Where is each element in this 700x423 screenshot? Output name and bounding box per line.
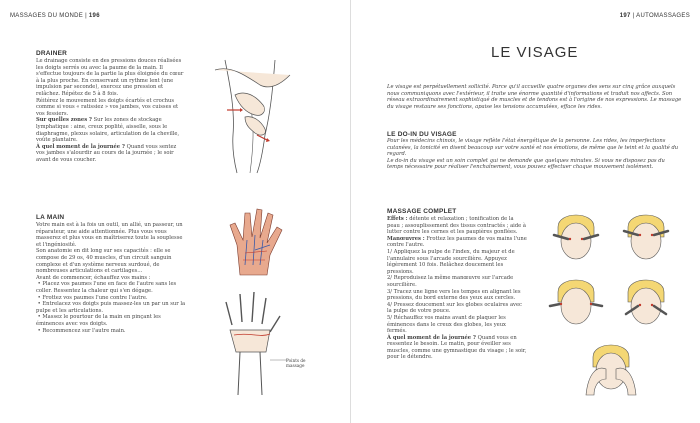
drainer-moment: À quel moment de la journée ? Quand vous sentez vos jambes s'alourdir au cours de la journée ; le soir avant de vous coucher. [36, 143, 177, 163]
complet-effets: Effets : détente et relaxation ; tonification de la peau ; assouplissement des tissus contractés ; aide à lutter contre les cernes et les paupières gonflées. [387, 216, 526, 236]
complet-manoeuvres: Manœuvres : Frottez les paumes de vos mains l'une contre l'autre. [387, 235, 527, 249]
header-section-right: AUTOMASSAGES [636, 13, 690, 19]
main-step: • Entrelacez vos doigts puis massez-les un par un sur la pulpe et les articulations. [36, 301, 186, 314]
complet-step-5: 5/ Réchauffez vos mains avant de plaquer les éminences dans le creux des globes, les yeux fermés. [387, 314, 506, 335]
massage-points-label: Points de massage [286, 358, 306, 368]
doin-paragraph-2: Le do-in du visage est un soin complet qui ne demande que quelques minutes. Si vous ne disposez pas du temps nécessaire pour réaliser l'enchaînement, vous pouvez effectuer chaque mouvement isolément. [387, 157, 665, 171]
main-paragraph-1: Votre main est à la fois un outil, un allié, un passeur, un réparateur, une aide attentionnée. Plus vous vous masserez et plus vous en maîtriserez toute la souplesse et l'ingéniosité. [36, 222, 183, 248]
main-step: • Frottez vos paumes l'une contre l'autre. [37, 294, 148, 301]
main-step: • Massez le pourtour de la main en pinçant les éminences avec vos doigts. [36, 314, 161, 327]
main-paragraph-3: Avant de commencer, échauffez vos mains : [36, 274, 151, 281]
complet-step-1: 1/ Appliquez la pulpe de l'index, du majeur et de l'annulaire sous l'arcade sourcilière. Appuyez légèrement 10 fois. Relâchez doucement les pressions. [387, 248, 515, 275]
header-section-left: MASSAGES DU MONDE [10, 13, 84, 19]
face-step-1-illustration [546, 205, 606, 263]
doin-body [387, 138, 682, 171]
face-step-3-illustration [546, 270, 606, 328]
main-body [36, 222, 186, 334]
complet-title: MASSAGE COMPLET [387, 208, 457, 215]
doin-paragraph-1: Pour les médecins chinois, le visage reflète l'état énergétique de la personne. Les rides, les imperfections cutanées, la tonicité en disent beaucoup sur votre santé et nos émotions, de même que le teint et la qualité du regard. [387, 138, 679, 158]
complet-step-3: 3/ Tracez une ligne vers les tempes en alignant les pressions, du bord externe des yeux aux cercles. [387, 288, 521, 302]
right-page [350, 0, 700, 423]
face-step-5-illustration [576, 335, 646, 397]
complet-body [387, 216, 527, 361]
left-page-header: MASSAGES DU MONDE | 196 [10, 13, 100, 19]
complet-step-2: 2/ Reproduisez la même manœuvre sur l'arcade sourcilière. [387, 275, 514, 288]
complet-step-4: 4/ Pressez doucement sur les globes oculaires avec la pulpe de votre pouce. [387, 301, 522, 315]
drainer-paragraph-2: Réitérez le mouvement les doigts écartés et crochus comme si vous « ratissiez » vos jambes, vos cuisses et vos fessiers. [36, 97, 179, 117]
drainer-title: DRAINER [36, 50, 68, 57]
doin-title: LE DO-IN DU VISAGE [387, 131, 457, 138]
main-title: LA MAIN [36, 214, 65, 221]
visage-intro: Le visage est perpétuellement sollicité. Parce qu'il accueille quatre organes des sens sur cinq grâce auxquels nous communiquons avec l'extérieur, il traite une énorme quantité d'informations et traduit nos affects. Son réseau extraordinairement sophistiqué de muscles et de tendons est à l'origine de nos expressions. Le massage du visage restaure ses fonctions, apaise les tensions accumulées, efface les rides. [387, 84, 682, 110]
main-paragraph-2: Son anatomie en dit long sur ses capacités : elle se compose de 29 os, 40 muscles, d'un circuit sanguin complexe et d'un système nerveux surdoué, de nombreuses articulations et cartilages… [36, 248, 172, 275]
drainer-zones: Sur quelles zones ? Sur les zones de stockage lymphatique : aine, creux poplité, aisselle, sous le diaphragme, plexus solaire, articulation de la cheville, voûte plantaire. [36, 117, 180, 144]
face-step-2-illustration [616, 205, 676, 263]
main-step: • Recommencez sur l'autre main. [37, 327, 126, 334]
page-number-right: 197 [619, 13, 631, 19]
complet-moment: À quel moment de la journée ? Quand vous en ressentez le besoin. Le matin, pour éveiller ses muscles, comme une gymnastique du visage ; le soir, pour le détendre. [387, 334, 527, 361]
hand-anatomy-illustration [225, 205, 290, 280]
legs-drainage-illustration [205, 55, 305, 175]
visage-title: LE VISAGE [491, 44, 579, 61]
drainer-paragraph-1: Le drainage consiste en des pressions douces réalisées les doigts serrés ou avec la paume de la main. Il s'effectue toujours de la partie la plus éloignée du cœur à la plus proche. En conservant un rythme lent (une impulsion par seconde), exercez une pression et relâchez. Répétez de 5 à 8 fois. [36, 58, 184, 97]
drainer-body [36, 58, 186, 164]
hand-skeleton-illustration [220, 290, 290, 400]
main-step: • Placez vos paumes l'une en face de l'autre sans les coller. Ressentez la chaleur qui s'en dégage. [36, 281, 177, 294]
face-step-4-illustration [616, 270, 676, 328]
right-page-header: 197 | AUTOMASSAGES [619, 13, 690, 19]
page-number-left: 196 [88, 13, 100, 19]
